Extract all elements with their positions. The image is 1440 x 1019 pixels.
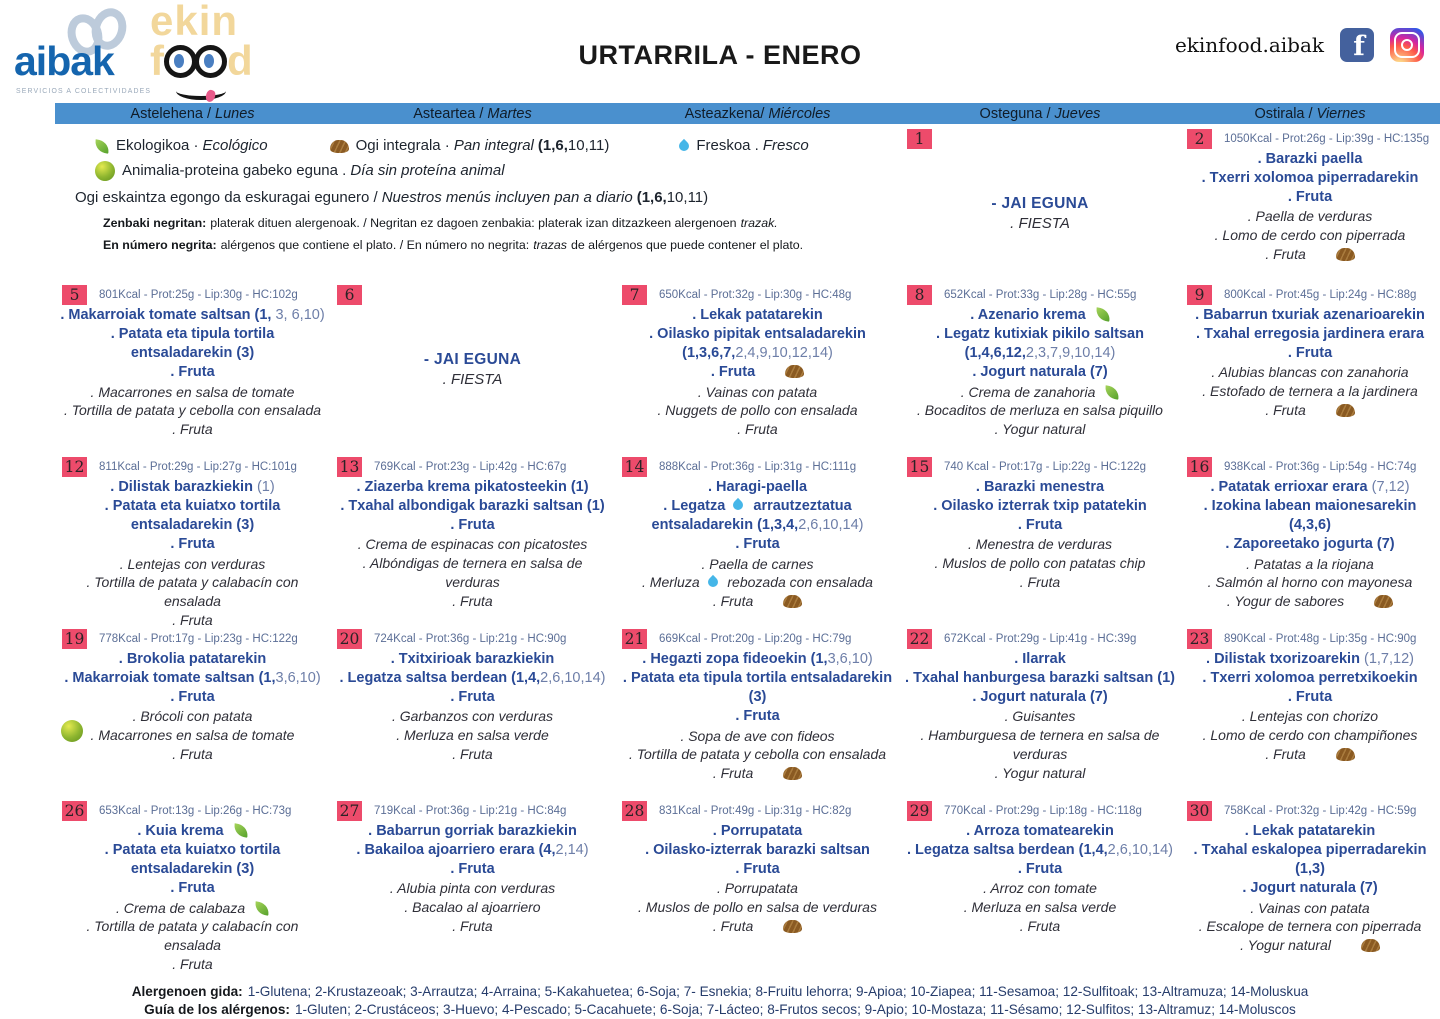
menu-line-eu: . Txerri xolomoa piperradarekin bbox=[1201, 170, 1419, 187]
day-cell-head bbox=[1185, 796, 1435, 822]
nutrition-info: 811Kcal - Prot:29g - Lip:27g - HC:101g bbox=[99, 461, 297, 473]
nutrition-info: 778Kcal - Prot:17g - Lip:23g - HC:122g bbox=[99, 633, 298, 645]
day-cell-15 bbox=[900, 452, 1180, 624]
day-badge: 2 bbox=[1187, 129, 1212, 149]
menu-line-es: . Porrupatata bbox=[717, 880, 798, 897]
menu-line-es: . Merluza en salsa verde bbox=[396, 727, 549, 744]
menu-line-eu: . Patata eta kuiatxo tortila entsaladarekin (3) bbox=[104, 842, 281, 878]
leaf-icon bbox=[1095, 307, 1110, 321]
ekin-logo-f: f bbox=[150, 37, 164, 84]
menu-line-eu: . Lekak patatarekin bbox=[692, 307, 823, 323]
menu-line-es: . Crema de espinacas con picatostes bbox=[357, 536, 588, 553]
menu-line-eu: . Dilistak txorizoarekin (1,7,12) bbox=[1206, 651, 1414, 667]
weekday-wednesday: Asteazkena/ Miércoles bbox=[684, 105, 831, 122]
menu-line-eu: . Fruta bbox=[1287, 189, 1333, 206]
menu-line-eu: . Fruta bbox=[450, 861, 495, 878]
day-menu bbox=[1185, 650, 1435, 764]
leaf-icon bbox=[254, 901, 269, 915]
bread-icon bbox=[785, 365, 804, 378]
day-cell-head bbox=[905, 796, 1175, 822]
bread-icon bbox=[1336, 248, 1355, 261]
menu-line-es: . Fruta bbox=[1185, 745, 1435, 764]
day-menu bbox=[620, 306, 895, 439]
day-cell-14 bbox=[615, 452, 900, 624]
menu-line-eu: . Arroza tomatearekin bbox=[966, 823, 1114, 839]
day-cell-head bbox=[60, 280, 325, 306]
menu-line-es: . Arroz con tomate bbox=[983, 880, 1097, 897]
menu-line-es: . Yogur natural bbox=[1185, 936, 1435, 955]
menu-line-eu: . Azenario krema bbox=[905, 306, 1175, 325]
day-cell-13 bbox=[330, 452, 615, 624]
nutrition-info: 653Kcal - Prot:13g - Lip:26g - HC:73g bbox=[99, 805, 292, 817]
day-cell-head bbox=[905, 280, 1175, 306]
menu-line-eu: . Txahal erregosia jardinera erara bbox=[1195, 326, 1425, 343]
weekday-thursday: Osteguna / Jueves bbox=[979, 105, 1101, 122]
day-menu bbox=[905, 650, 1175, 782]
menu-line-eu: . Kuia krema bbox=[60, 822, 325, 841]
day-menu bbox=[620, 822, 895, 936]
menu-line-eu: . Jogurt naturala (7) bbox=[972, 689, 1108, 706]
menu-line-es: . Fruta bbox=[452, 745, 493, 762]
instagram-icon[interactable] bbox=[1390, 28, 1424, 62]
nutrition-info: 770Kcal - Prot:29g - Lip:18g - HC:118g bbox=[944, 805, 1142, 817]
bread-icon bbox=[330, 140, 349, 153]
menu-line-eu: . Txahal albondigak barazki saltsan (1) bbox=[340, 498, 605, 515]
allergen-guide-eu: Alergenoen gida: 1-Glutena; 2-Krustazeoak; 3-Arrautza; 4-Arraina; 5-Kakahuetea; 6-Soja; 7- Esnekia; 8-Fruitu lehorra; 9-Apioa; 10-Ziapea; 11-Sesamoa; 12-Sulfitoak; 13-Altramuza; 14-Moluskua bbox=[131, 984, 1309, 999]
day-cell-head bbox=[335, 280, 610, 306]
drop-icon bbox=[705, 575, 719, 589]
menu-line-es: . Muslos de pollo en salsa de verduras bbox=[638, 899, 877, 916]
menu-line-eu: . Txerri xolomoa perretxikoekin bbox=[1202, 670, 1418, 687]
day-badge: 1 bbox=[907, 129, 932, 149]
day-cell-5 bbox=[55, 280, 330, 452]
day-badge: 22 bbox=[907, 629, 932, 649]
menu-line-es: . Alubias blancas con zanahoria bbox=[1211, 364, 1409, 381]
menu-line-eu: - JAI EGUNA bbox=[991, 195, 1089, 212]
day-badge: 19 bbox=[62, 629, 87, 649]
day-cell-head bbox=[60, 624, 325, 650]
menu-line-es: . FIESTA bbox=[1010, 215, 1070, 233]
day-menu bbox=[1185, 150, 1435, 264]
day-menu bbox=[60, 650, 325, 764]
olive-icon bbox=[61, 720, 83, 742]
menu-line-es: . Fruta bbox=[1019, 917, 1061, 934]
day-cell-12 bbox=[55, 452, 330, 628]
day-cell-1 bbox=[900, 124, 1180, 280]
nutrition-info: 669Kcal - Prot:20g - Lip:20g - HC:79g bbox=[659, 633, 852, 645]
menu-line-eu: . Barazki paella bbox=[1257, 151, 1363, 167]
day-cell-27 bbox=[330, 796, 615, 988]
menu-line-es: . Merluza en salsa verde bbox=[963, 899, 1117, 916]
ekin-logo-text: ekin bbox=[150, 0, 239, 44]
menu-line-eu: . Oilasko pipitak entsaladarekin (1,3,6,7,2,4,9,10,12,14) bbox=[649, 326, 866, 362]
menu-line-es: . Tortilla de patata y calabacín con ensalada bbox=[86, 574, 299, 609]
menu-line-eu: . Fruta bbox=[170, 536, 215, 553]
weekday-friday: Ostirala / Viernes bbox=[1254, 105, 1366, 122]
menu-line-eu: . Fruta bbox=[735, 861, 780, 878]
menu-line-es: . Fruta bbox=[1185, 245, 1435, 264]
day-cell-head bbox=[905, 452, 1175, 478]
nutrition-info: 890Kcal - Prot:48g - Lip:35g - HC:90g bbox=[1224, 633, 1417, 645]
menu-line-es: . Tortilla de patata y cebolla con ensalada bbox=[63, 402, 322, 419]
social-block bbox=[1175, 28, 1424, 62]
menu-line-eu: . Fruta bbox=[620, 363, 895, 382]
menu-line-eu: . Fruta bbox=[170, 689, 215, 706]
day-badge: 13 bbox=[337, 457, 362, 477]
menu-line-es: . Fruta bbox=[452, 592, 493, 609]
menu-line-es: . Crema de calabaza bbox=[60, 899, 325, 918]
day-cell-head bbox=[620, 280, 895, 306]
day-badge: 20 bbox=[337, 629, 362, 649]
menu-line-eu: . Dilistak barazkiekin (1) bbox=[110, 479, 275, 495]
menu-line-eu: . Ilarrak bbox=[1014, 651, 1066, 667]
day-cell-23 bbox=[1180, 624, 1440, 796]
menu-line-eu: . Ziazerba krema pikatosteekin (1) bbox=[356, 479, 589, 495]
day-menu bbox=[620, 478, 895, 611]
menu-line-es: . Crema de zanahoria bbox=[905, 383, 1175, 402]
menu-line-eu: . Fruta bbox=[1017, 517, 1063, 534]
day-menu bbox=[335, 650, 610, 764]
day-cell-20 bbox=[330, 624, 615, 796]
day-menu bbox=[620, 650, 895, 783]
menu-line-es: . Garbanzos con verduras bbox=[391, 708, 554, 725]
menu-line-eu: . Babarrun txuriak azenarioarekin bbox=[1195, 307, 1425, 323]
menu-line-es: . Paella de carnes bbox=[701, 555, 814, 572]
day-cell-19 bbox=[55, 624, 330, 796]
menu-line-es: . Fruta bbox=[620, 592, 895, 611]
menu-line-eu: . Patata eta tipula tortila entsaladarekin (3) bbox=[622, 670, 893, 706]
menu-line-eu: . Barazki menestra bbox=[975, 479, 1105, 495]
ekin-logo-d: d bbox=[227, 37, 253, 84]
day-menu bbox=[1185, 478, 1435, 611]
menu-line-es: . Brócoli con patata bbox=[132, 708, 253, 725]
day-menu bbox=[905, 478, 1175, 592]
day-badge: 28 bbox=[622, 801, 647, 821]
day-badge: 9 bbox=[1187, 285, 1212, 305]
weekday-monday: Astelehena / Lunes bbox=[130, 105, 255, 122]
day-badge: 16 bbox=[1187, 457, 1212, 477]
menu-line-eu: . Fruta bbox=[450, 517, 495, 534]
day-badge: 21 bbox=[622, 629, 647, 649]
menu-line-es: . Macarrones en salsa de tomate bbox=[90, 727, 295, 744]
nutrition-info: 769Kcal - Prot:23g - Lip:42g - HC:67g bbox=[374, 461, 567, 473]
day-cell-head bbox=[1185, 280, 1435, 306]
nutrition-info: 724Kcal - Prot:36g - Lip:21g - HC:90g bbox=[374, 633, 567, 645]
menu-line-eu: . Patata eta tipula tortila entsaladarekin (3) bbox=[110, 326, 275, 362]
nutrition-info: 719Kcal - Prot:36g - Lip:21g - HC:84g bbox=[374, 805, 567, 817]
menu-line-es: . Lentejas con verduras bbox=[119, 555, 266, 572]
menu-line-es: . Tortilla de patata y cebolla con ensalada bbox=[628, 746, 887, 763]
aibak-logo-text: aibak bbox=[14, 38, 114, 84]
menu-line-es: . Bacalao al ajoarriero bbox=[404, 899, 541, 916]
menu-line-es: . Merluza rebozada con ensalada bbox=[642, 574, 873, 591]
bread-icon bbox=[1361, 939, 1380, 952]
menu-line-eu: - JAI EGUNA bbox=[423, 351, 522, 368]
day-menu bbox=[1185, 306, 1435, 420]
legend-no-animal-protein: Animalia-proteina gabeko eguna . Día sin proteína animal bbox=[95, 161, 900, 180]
nutrition-info: 758Kcal - Prot:32g - Lip:42g - HC:59g bbox=[1224, 805, 1417, 817]
day-badge: 26 bbox=[62, 801, 87, 821]
menu-line-es: . Vainas con patata bbox=[697, 383, 818, 400]
day-badge: 30 bbox=[1187, 801, 1212, 821]
drop-icon bbox=[677, 139, 691, 153]
menu-line-es: . Estofado de ternera a la jardinera bbox=[1202, 383, 1418, 400]
page-title: URTARRILA - ENERO bbox=[578, 40, 862, 70]
menu-line-eu: . Haragi-paella bbox=[707, 479, 808, 495]
nutrition-info: 831Kcal - Prot:49g - Lip:31g - HC:82g bbox=[659, 805, 852, 817]
menu-line-eu: . Fruta bbox=[1287, 345, 1333, 362]
menu-line-es: . Fruta bbox=[172, 421, 213, 437]
menu-line-eu: . Bakailoa ajoarriero erara (4,2,14) bbox=[356, 842, 589, 859]
menu-line-es: . Fruta bbox=[172, 955, 213, 972]
menu-line-eu: . Jogurt naturala (7) bbox=[972, 364, 1108, 381]
menu-grid bbox=[55, 124, 1440, 988]
nutrition-info: 652Kcal - Prot:33g - Lip:28g - HC:55g bbox=[944, 289, 1137, 301]
day-cell-6 bbox=[330, 280, 615, 452]
menu-line-eu: . Txahal eskalopea piperradarekin (1,3) bbox=[1193, 842, 1427, 878]
day-cell-28 bbox=[615, 796, 900, 988]
menu-line-es: . Lomo de cerdo con piperrada bbox=[1214, 227, 1406, 244]
allergen-guide-es: Guía de los alérgenos: 1-Gluten; 2-Crustáceos; 3-Huevo; 4-Pescado; 5-Cacahuete; 6-Soja; 7-Lácteo; 8-Frutos secos; 9-Apio; 10-Mostaza; 11-Sésamo; 12-Sulfitos; 13-Altramuz; 14-Moluscos bbox=[144, 1002, 1296, 1017]
menu-line-es: . Sopa de ave con fideos bbox=[680, 727, 835, 744]
day-badge: 7 bbox=[622, 285, 647, 305]
day-cell-head bbox=[905, 124, 1175, 150]
day-menu bbox=[335, 478, 610, 610]
menu-line-eu: . Fruta bbox=[1287, 689, 1333, 706]
menu-line-eu: . Fruta bbox=[735, 708, 780, 725]
menu-line-eu: . Fruta bbox=[1017, 861, 1063, 878]
menu-line-eu: . Legatza arrautzeztatua entsaladarekin (1,3,4,2,6,10,14) bbox=[651, 498, 864, 534]
menu-line-eu: . Makarroiak tomate saltsan (1,3,6,10) bbox=[64, 670, 321, 687]
day-cell-head bbox=[335, 624, 610, 650]
day-menu bbox=[335, 350, 610, 391]
menu-line-eu: . Patata eta kuiatxo tortila entsaladarekin (3) bbox=[104, 498, 281, 534]
day-cell-2 bbox=[1180, 124, 1440, 280]
menu-line-es: . Vainas con patata bbox=[1250, 899, 1370, 916]
leaf-icon bbox=[1105, 385, 1120, 399]
day-cell-head bbox=[60, 452, 325, 478]
legend-eco: Ekologikoa · Ecológico bbox=[95, 137, 268, 154]
day-cell-head bbox=[620, 452, 895, 478]
menu-line-eu: . Lekak patatarekin bbox=[1244, 823, 1376, 839]
menu-line-eu: . Fruta bbox=[170, 364, 215, 381]
day-cell-29 bbox=[900, 796, 1180, 988]
nutrition-info: 938Kcal - Prot:36g - Lip:54g - HC:74g bbox=[1224, 461, 1417, 473]
day-menu bbox=[60, 306, 325, 439]
menu-line-es: . Fruta bbox=[1185, 401, 1435, 420]
bread-icon bbox=[1336, 748, 1355, 761]
day-cell-head bbox=[1185, 452, 1435, 478]
menu-line-es: . Salmón al horno con mayonesa bbox=[1207, 574, 1413, 591]
menu-line-eu: . Fruta bbox=[170, 880, 215, 897]
menu-line-es: . Fruta bbox=[172, 611, 213, 628]
menu-line-es: . Nuggets de pollo con ensalada bbox=[657, 402, 858, 419]
menu-line-es: . Yogur de sabores bbox=[1185, 592, 1435, 611]
bread-icon bbox=[783, 767, 802, 780]
menu-line-eu: . Zaporeetako jogurta (7) bbox=[1225, 536, 1395, 553]
menu-line-es: . Paella de verduras bbox=[1247, 208, 1373, 225]
menu-line-eu: . Jogurt naturala (7) bbox=[1242, 880, 1378, 897]
olive-icon bbox=[95, 161, 115, 181]
menu-line-es: . Menestra de verduras bbox=[968, 536, 1112, 553]
day-badge: 14 bbox=[622, 457, 647, 477]
menu-line-es: . Escalope de ternera con piperrada bbox=[1198, 918, 1422, 935]
day-cell-9 bbox=[1180, 280, 1440, 452]
weekday-tuesday: Asteartea / Martes bbox=[413, 105, 532, 122]
nutrition-info: 672Kcal - Prot:29g - Lip:41g - HC:39g bbox=[944, 633, 1137, 645]
facebook-icon[interactable] bbox=[1340, 28, 1374, 62]
day-cell-8 bbox=[900, 280, 1180, 452]
menu-line-eu: . Porrupatata bbox=[712, 823, 803, 839]
menu-line-eu: . Txitxirioak barazkiekin bbox=[390, 651, 555, 667]
legend-block bbox=[55, 124, 900, 280]
day-cell-head bbox=[620, 796, 895, 822]
menu-line-es: . Yogur natural bbox=[994, 764, 1086, 781]
day-cell-head bbox=[335, 796, 610, 822]
nutrition-info: 1050Kcal - Prot:26g - Lip:39g - HC:135g bbox=[1224, 133, 1430, 145]
weekday-header-bar bbox=[55, 103, 1440, 124]
day-cell-30 bbox=[1180, 796, 1440, 988]
menu-line-es: . Fruta bbox=[452, 917, 493, 934]
menu-line-es: . Alubia pinta con verduras bbox=[389, 880, 556, 897]
menu-line-es: . Fruta bbox=[737, 421, 778, 437]
menu-line-eu: . Fruta bbox=[735, 536, 780, 553]
menu-line-es: . Tortilla de patata y calabacín con ensalada bbox=[86, 918, 299, 953]
day-cell-16 bbox=[1180, 452, 1440, 624]
leaf-icon bbox=[233, 823, 248, 837]
menu-line-es: . Yogur natural bbox=[994, 421, 1086, 437]
menu-line-es: . Muslos de pollo con patatas chip bbox=[934, 555, 1146, 572]
bread-icon bbox=[1374, 595, 1393, 608]
legend-note-eu: Zenbaki negritan: platerak dituen alergenoak. / Negritan ez dagoen zenbakia: platerak izan ditzazkeen alergenoen trazak. bbox=[103, 216, 778, 230]
smile-icon bbox=[176, 82, 226, 100]
day-badge: 6 bbox=[337, 285, 362, 305]
day-badge: 29 bbox=[907, 801, 932, 821]
day-cell-21 bbox=[615, 624, 900, 796]
day-cell-head bbox=[335, 452, 610, 478]
day-menu bbox=[1185, 822, 1435, 955]
menu-line-es: . Lomo de cerdo con champiñones bbox=[1202, 727, 1418, 744]
menu-line-es: . Fruta bbox=[620, 917, 895, 936]
bread-icon bbox=[783, 920, 802, 933]
day-cell-head bbox=[60, 796, 325, 822]
menu-line-eu: . Hegazti zopa fideoekin (1,3,6,10) bbox=[642, 651, 873, 667]
menu-line-es: . Hamburguesa de ternera en salsa de verduras bbox=[920, 727, 1160, 762]
aibak-tagline: SERVICIOS A COLECTIVIDADES bbox=[16, 88, 152, 95]
nutrition-info: 800Kcal - Prot:45g - Lip:24g - HC:88g bbox=[1224, 289, 1417, 301]
day-cell-head bbox=[905, 624, 1175, 650]
nutrition-info: 740 Kcal - Prot:17g - Lip:22g - HC:122g bbox=[944, 461, 1147, 473]
day-cell-head bbox=[1185, 624, 1435, 650]
leaf-icon bbox=[94, 139, 109, 153]
menu-line-eu: . Legatza saltsa berdean (1,4,2,6,10,14) bbox=[907, 842, 1173, 859]
drop-icon bbox=[731, 498, 745, 512]
menu-line-eu: . Legatza saltsa berdean (1,4,2,6,10,14) bbox=[339, 670, 606, 687]
menu-line-eu: . Makarroiak tomate saltsan (1, 3, 6,10) bbox=[60, 307, 325, 323]
day-menu bbox=[905, 822, 1175, 936]
legend-bread: Ogi integrala · Pan integral (1,6,10,11) bbox=[330, 137, 610, 154]
legend-daily-bread: Ogi eskaintza egongo da eskuragai egunero / Nuestros menús incluyen pan a diario (1,6,10,11) bbox=[75, 189, 709, 206]
menu-line-eu: . Oilasko izterrak txip patatekin bbox=[933, 498, 1147, 515]
nutrition-info: 650Kcal - Prot:32g - Lip:30g - HC:48g bbox=[659, 289, 852, 301]
menu-line-eu: . Oilasko-izterrak barazki saltsan bbox=[645, 842, 870, 859]
menu-line-es: . Albóndigas de ternera en salsa de verduras bbox=[362, 555, 583, 590]
menu-line-eu: . Txahal hanburgesa barazki saltsan (1) bbox=[905, 670, 1175, 687]
menu-line-es: . FIESTA bbox=[442, 371, 503, 389]
bread-icon bbox=[1336, 404, 1355, 417]
menu-line-eu: . Brokolia patatarekin bbox=[118, 651, 267, 667]
menu-line-eu: . Babarrun gorriak barazkiekin bbox=[368, 823, 577, 839]
day-badge: 15 bbox=[907, 457, 932, 477]
day-badge: 27 bbox=[337, 801, 362, 821]
day-cell-head bbox=[620, 624, 895, 650]
menu-line-es: . Macarrones en salsa de tomate bbox=[90, 383, 295, 400]
day-menu bbox=[905, 194, 1175, 235]
day-cell-22 bbox=[900, 624, 1180, 796]
day-menu bbox=[335, 822, 610, 936]
day-menu bbox=[905, 306, 1175, 439]
allergen-guide bbox=[0, 983, 1440, 1019]
menu-line-es: . Fruta bbox=[172, 745, 213, 762]
day-badge: 8 bbox=[907, 285, 932, 305]
legend-fresh: Freskoa . Fresco bbox=[679, 137, 808, 154]
menu-line-es: . Lentejas con chorizo bbox=[1241, 708, 1379, 725]
day-cell-7 bbox=[615, 280, 900, 452]
legend-note-es: En número negrita: alérgenos que contiene el plato. / En número no negrita: trazas de alérgenos que puede contener el plato. bbox=[103, 238, 804, 252]
day-badge: 23 bbox=[1187, 629, 1212, 649]
social-handle: ekinfood.aibak bbox=[1174, 33, 1324, 57]
menu-line-eu: . Legatz kutixiak pikilo saltsan (1,4,6,12,2,3,7,9,10,14) bbox=[936, 326, 1144, 362]
bread-icon bbox=[783, 595, 802, 608]
menu-line-es: . Patatas a la riojana bbox=[1246, 555, 1374, 572]
day-cell-26 bbox=[55, 796, 330, 988]
day-cell-head bbox=[1185, 124, 1435, 150]
menu-line-es: . Fruta bbox=[620, 764, 895, 783]
menu-line-eu: . Fruta bbox=[450, 689, 495, 706]
menu-line-es: . Bocaditos de merluza en salsa piquillo bbox=[917, 402, 1163, 419]
day-badge: 12 bbox=[62, 457, 87, 477]
menu-line-eu: . Izokina labean maionesarekin (4,3,6) bbox=[1203, 498, 1417, 534]
nutrition-info: 888Kcal - Prot:36g - Lip:31g - HC:111g bbox=[659, 461, 857, 473]
menu-line-es: . Fruta bbox=[1019, 573, 1061, 590]
menu-line-eu: . Patatak errioxar erara (7,12) bbox=[1210, 479, 1410, 495]
day-badge: 5 bbox=[62, 285, 87, 305]
day-menu bbox=[60, 478, 325, 630]
nutrition-info: 801Kcal - Prot:25g - Lip:30g - HC:102g bbox=[99, 289, 298, 301]
day-menu bbox=[60, 822, 325, 974]
menu-line-es: . Guisantes bbox=[1004, 708, 1076, 725]
tongue-icon bbox=[204, 89, 216, 103]
